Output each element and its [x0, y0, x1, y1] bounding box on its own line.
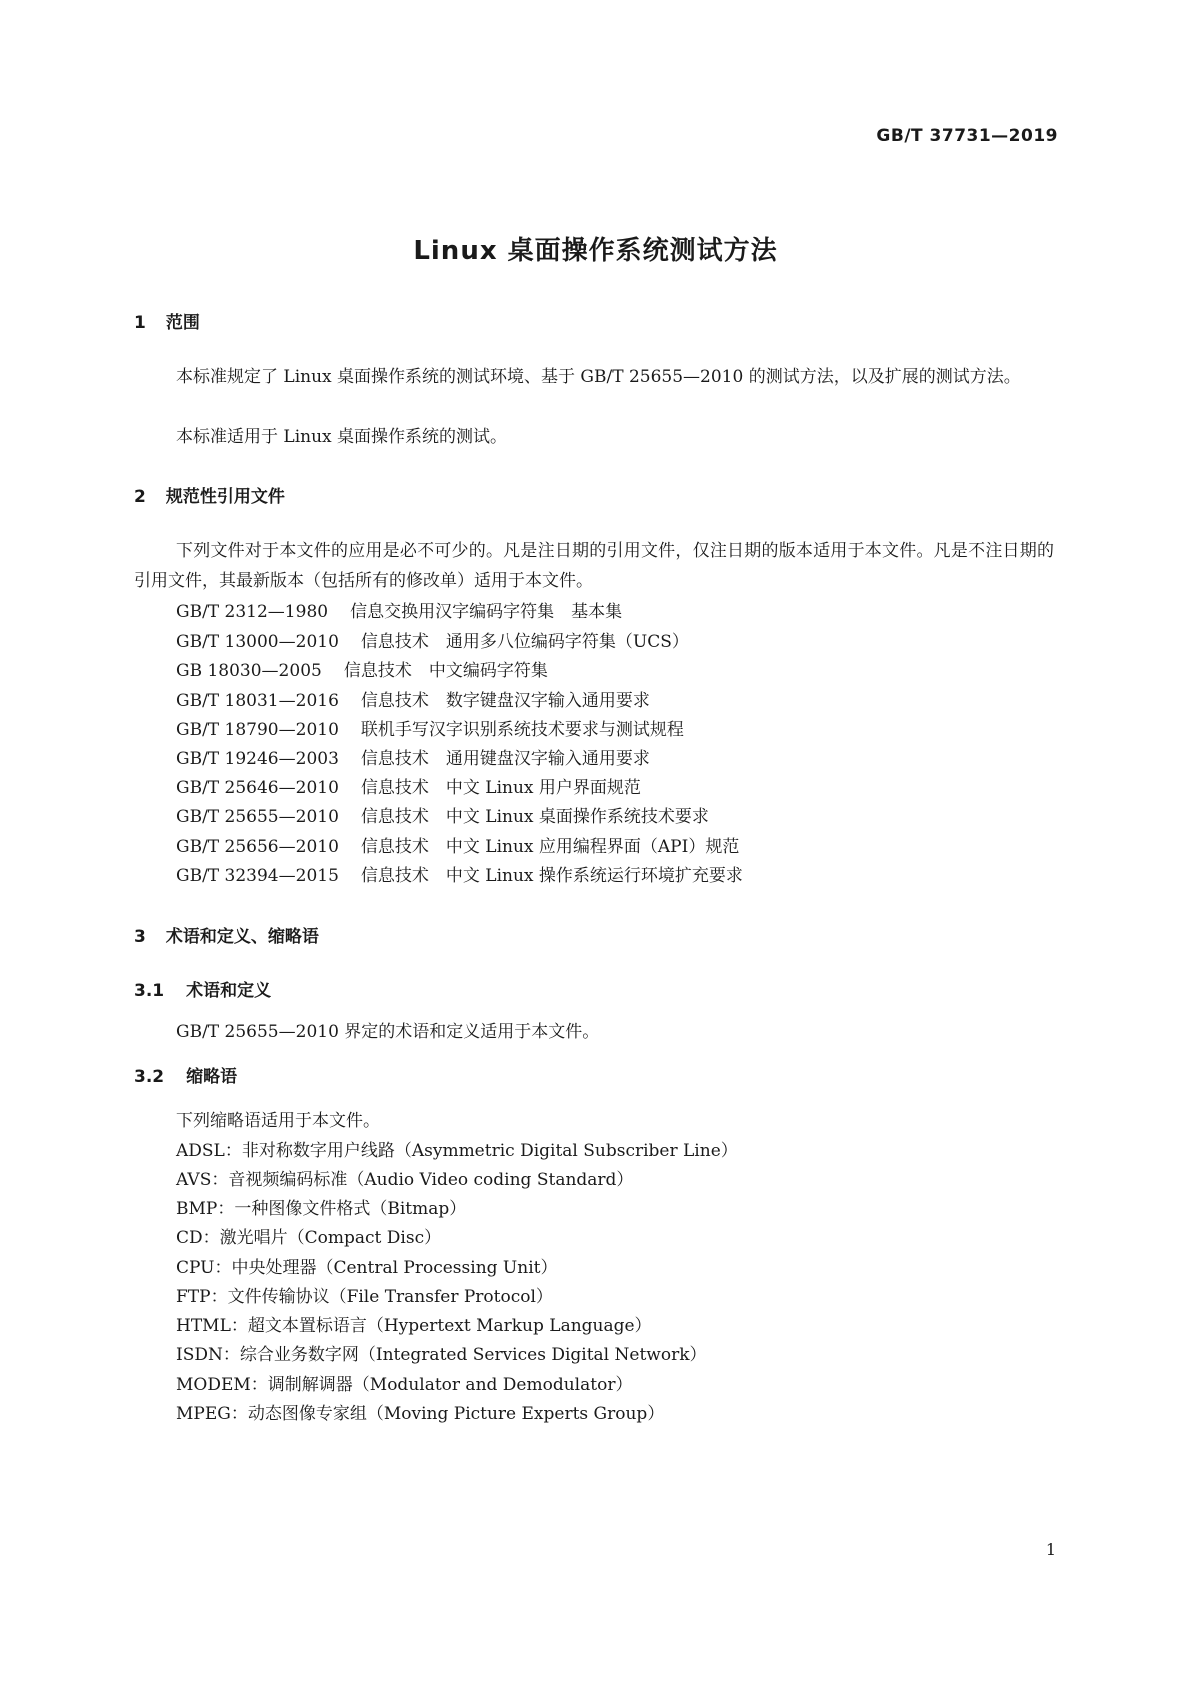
reference-code: GB/T 13000—2010 — [176, 632, 339, 652]
reference-code: GB/T 2312—1980 — [176, 602, 329, 622]
abbreviation-item: FTP：文件传输协议（File Transfer Protocol） — [176, 1287, 553, 1307]
section-title: 术语和定义 — [186, 981, 272, 1001]
section-3-2-paragraph: 下列缩略语适用于本文件。 — [176, 1111, 380, 1131]
reference-title: 信息技术 中文 Linux 应用编程界面（API）规范 — [360, 837, 740, 857]
abbreviation-item: HTML：超文本置标语言（Hypertext Markup Language） — [176, 1316, 652, 1336]
document-title: Linux 桌面操作系统测试方法 — [413, 236, 778, 266]
section-3-2-heading — [134, 1062, 237, 1087]
section-1-heading — [134, 308, 200, 333]
reference-item — [176, 597, 622, 622]
reference-code: GB/T 25655—2010 — [176, 807, 339, 827]
abbreviation-item: BMP：一种图像文件格式（Bitmap） — [176, 1199, 467, 1219]
reference-code: GB/T 25656—2010 — [176, 837, 339, 857]
reference-item — [176, 832, 739, 857]
reference-item — [176, 656, 548, 681]
section-3-1-paragraph: GB/T 25655—2010 界定的术语和定义适用于本文件。 — [176, 1022, 600, 1042]
standard-number: GB/T 37731—2019 — [876, 126, 1058, 146]
abbreviation-item: CPU：中央处理器（Central Processing Unit） — [176, 1258, 558, 1278]
reference-code: GB 18030—2005 — [176, 661, 322, 681]
reference-item — [176, 744, 650, 769]
reference-code: GB/T 18790—2010 — [176, 720, 339, 740]
reference-title: 信息交换用汉字编码字符集 基本集 — [350, 602, 623, 622]
section-title: 术语和定义、缩略语 — [165, 927, 319, 947]
reference-item — [176, 627, 689, 652]
section-2-paragraph-1: 下列文件对于本文件的应用是必不可少的。凡是注日期的引用文件，仅注日期的版本适用于本文件。凡是不注日期的引用文件，其最新版本（包括所有的修改单）适用于本文件。 — [134, 541, 1054, 591]
page-number: 1 — [1045, 1540, 1056, 1559]
abbreviation-item: ADSL：非对称数字用户线路（Asymmetric Digital Subscriber Line） — [176, 1141, 738, 1161]
reference-code: GB/T 18031—2016 — [176, 691, 339, 711]
section-number: 3.1 — [134, 981, 165, 1001]
reference-item — [176, 773, 641, 798]
section-number: 1 — [134, 313, 146, 333]
section-title: 缩略语 — [186, 1067, 238, 1087]
section-title: 规范性引用文件 — [165, 487, 285, 507]
reference-title: 信息技术 中文 Linux 桌面操作系统技术要求 — [360, 807, 709, 827]
reference-item — [176, 686, 650, 711]
reference-title: 信息技术 中文 Linux 操作系统运行环境扩充要求 — [360, 866, 743, 886]
section-number: 2 — [134, 487, 146, 507]
reference-title: 联机手写汉字识别系统技术要求与测试规程 — [360, 720, 684, 740]
reference-item — [176, 715, 684, 740]
abbreviation-item: ISDN：综合业务数字网（Integrated Services Digital Network） — [176, 1345, 707, 1365]
section-3-heading — [134, 922, 319, 947]
abbreviation-item: AVS：音视频编码标准（Audio Video coding Standard） — [176, 1170, 634, 1190]
reference-title: 信息技术 数字键盘汉字输入通用要求 — [360, 691, 650, 711]
section-1-paragraph-2: 本标准适用于 Linux 桌面操作系统的测试。 — [176, 427, 508, 447]
section-title: 范围 — [165, 313, 200, 333]
reference-title: 信息技术 中文编码字符集 — [343, 661, 548, 681]
section-number: 3.2 — [134, 1067, 165, 1087]
reference-item — [176, 861, 743, 886]
abbreviation-item: MPEG：动态图像专家组（Moving Picture Experts Group） — [176, 1404, 665, 1424]
section-number: 3 — [134, 927, 146, 947]
reference-title: 信息技术 中文 Linux 用户界面规范 — [360, 778, 641, 798]
reference-title: 信息技术 通用多八位编码字符集（UCS） — [360, 632, 689, 652]
section-2-heading — [134, 482, 285, 507]
section-1-paragraph-1: 本标准规定了 Linux 桌面操作系统的测试环境、基于 GB/T 25655—2010 的测试方法，以及扩展的测试方法。 — [176, 367, 1021, 387]
reference-item — [176, 802, 709, 827]
reference-code: GB/T 19246—2003 — [176, 749, 339, 769]
reference-title: 信息技术 通用键盘汉字输入通用要求 — [360, 749, 650, 769]
abbreviation-item: CD：激光唱片（Compact Disc） — [176, 1228, 442, 1248]
section-3-1-heading — [134, 976, 271, 1001]
abbreviation-item: MODEM：调制解调器（Modulator and Demodulator） — [176, 1375, 633, 1395]
reference-code: GB/T 25646—2010 — [176, 778, 339, 798]
reference-code: GB/T 32394—2015 — [176, 866, 339, 886]
